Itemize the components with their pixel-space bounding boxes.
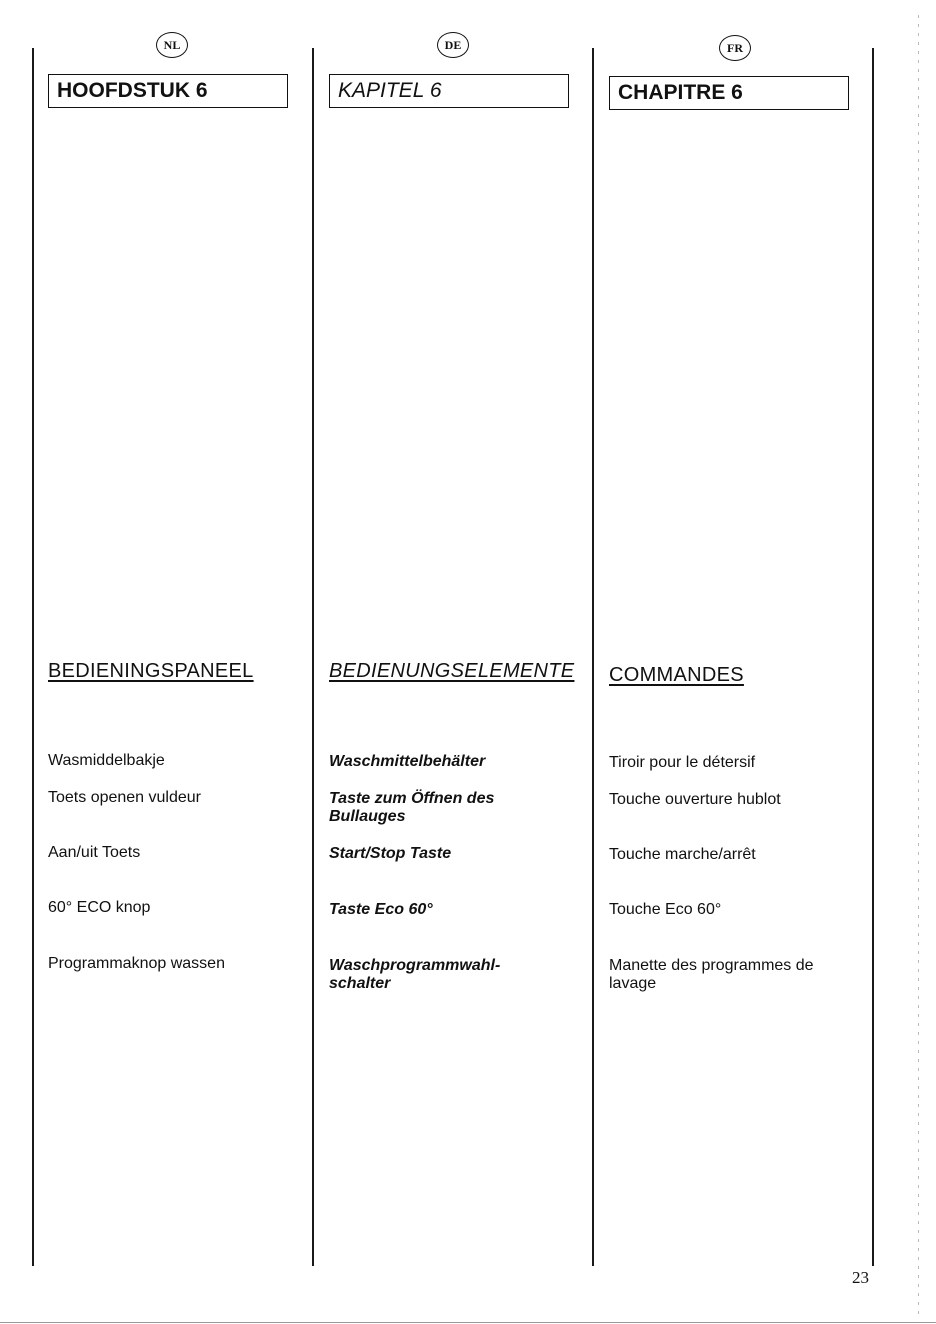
list-item: Touche ouverture hublot bbox=[609, 791, 781, 808]
column-divider bbox=[872, 48, 874, 1266]
scan-edge bbox=[918, 15, 919, 1315]
language-badge-nl: NL bbox=[156, 32, 188, 58]
column-fr bbox=[609, 0, 859, 1300]
language-badge-de: DE bbox=[437, 32, 469, 58]
list-item: Tiroir pour le détersif bbox=[609, 754, 756, 771]
list-item: Touche Eco 60° bbox=[609, 901, 722, 918]
list-item: Aan/uit Toets bbox=[48, 844, 141, 861]
list-item: Programmaknop wassen bbox=[48, 955, 225, 972]
section-title: BEDIENINGSPANEEL bbox=[48, 660, 254, 682]
list-item: Waschprogrammwahl- schalter bbox=[329, 957, 501, 992]
list-item: Start/Stop Taste bbox=[329, 845, 452, 862]
list-item: Waschmittelbehälter bbox=[329, 753, 486, 770]
list-item: Manette des programmes de lavage bbox=[609, 957, 814, 992]
list-item: Taste Eco 60° bbox=[329, 901, 433, 918]
list-item: Touche marche/arrêt bbox=[609, 846, 756, 863]
chapter-heading: CHAPITRE 6 bbox=[609, 76, 849, 110]
page-number: 23 bbox=[852, 1268, 869, 1287]
column-de bbox=[329, 0, 579, 1300]
section-title: COMMANDES bbox=[609, 664, 744, 686]
list-item: Toets openen vuldeur bbox=[48, 789, 201, 806]
bottom-rule bbox=[0, 1322, 936, 1323]
column-divider bbox=[312, 48, 314, 1266]
list-item: 60° ECO knop bbox=[48, 899, 151, 916]
section-title: BEDIENUNGSELEMENTE bbox=[329, 660, 575, 682]
column-nl bbox=[48, 0, 298, 1300]
language-badge-fr: FR bbox=[719, 35, 751, 61]
chapter-heading: HOOFDSTUK 6 bbox=[48, 74, 288, 108]
list-item: Wasmiddelbakje bbox=[48, 752, 165, 769]
column-divider bbox=[32, 48, 34, 1266]
chapter-heading: KAPITEL 6 bbox=[329, 74, 569, 108]
list-item: Taste zum Öffnen des Bullauges bbox=[329, 790, 495, 825]
column-divider bbox=[592, 48, 594, 1266]
